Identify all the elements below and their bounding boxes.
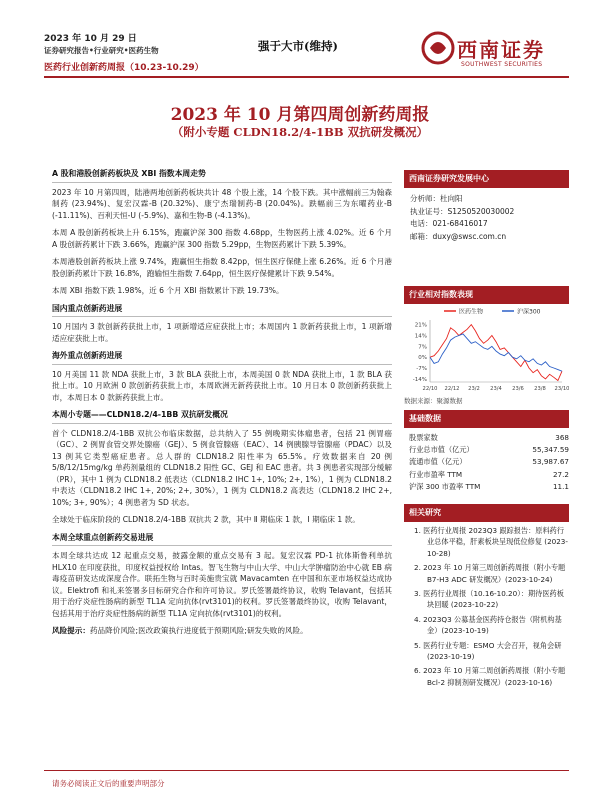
basic-data-table — [409, 432, 569, 493]
table-row — [409, 481, 569, 493]
sidebar-heading: 基础数据 — [404, 410, 569, 428]
section-topic — [52, 409, 392, 526]
section-heading: A 股和港股创新药板块及 XBI 指数本周走势 — [52, 168, 392, 183]
paragraph: 本周 XBI 指数下跌 1.98%，近 6 个月 XBI 指数累计下跌 19.73%。 — [52, 286, 284, 295]
rating-badge: 强于大市(维持) — [258, 39, 338, 53]
table-row — [409, 432, 569, 444]
risk-text: 药品降价风险;医改政策执行进度低于预期风险;研发失败的风险。 — [89, 626, 308, 635]
page-title: 2023 年 10 月第四周创新药周报 — [170, 105, 430, 125]
paragraph: 2023 年 10 月第四周，陆港两地创新药板块共计 48 个股上涨，14 个股下跌。其中涨幅前三为翰森制药 (23.94%)、复宏汉霖-B (20.32%)、康宁杰瑞制药-B (20.04%)。跌幅前三为东曜药业-B (-11.11%)、百利天恒-U (-5.9%)、嘉和生物-B (-4.13%)。 — [52, 187, 392, 220]
y-tick-label: 21% — [414, 322, 427, 329]
sidebar-heading: 行业相对指数表现 — [404, 286, 569, 304]
x-tick-label: 22/12 — [444, 386, 460, 392]
x-tick-label: 23/8 — [534, 386, 546, 392]
page-subtitle: （附小专题 CLDN18.2/4-1BB 双抗研发概况） — [171, 125, 429, 139]
paragraph: 本周港股创新药板块上涨 9.74%，跑赢恒生指数 8.42pp，恒生医疗保健上涨 6.26%。近 6 个月港股创新药累计下跌 16.8%，跑输恒生指数 7.64pp，恒生医疗保健累计下跌 9.54%。 — [52, 257, 392, 278]
paragraph: 10 月美国 11 款 NDA 获批上市，3 款 BLA 获批上市，本周美国 0 款 NDA 获批上市，1 款 BLA 获批上市。10 月欧洲 0 款创新药获批上市，本周欧洲无新药获批上市。10 月日本 0 款创新药获批上市，本周日本 0 款新药获批上市。 — [52, 369, 392, 402]
related-report-link[interactable]: 2. 2023 年 10 月第三周创新药周报（附小专题 B7-H3 ADC 研发概况）(2023-10-24) — [414, 563, 566, 584]
y-tick-label: 7% — [418, 344, 427, 351]
related-report-link[interactable]: 5. 医药行业专题：ESMO 大会召开，视角会研 (2023-10-19) — [414, 640, 562, 662]
analyst-contact-box — [404, 170, 569, 243]
related-report-link[interactable]: 3. 医药行业周报（10.16-10.20）：期待医药板块回暖 (2023-10-22) — [414, 589, 564, 610]
paragraph: 本周全球共达成 12 起重点交易，披露金额的重点交易有 3 起。复宏汉霖 PD-1 抗体斯鲁利单抗 HLX10 在印度获批，印度权益授权给 Intas。智飞生物与中山大学、中山大学肿瘤防治中心就 EB 病毒疫苗研发达成深度合作。联拓生物与百时美施贵宝就 Mavacamten 在中国和东亚市场权益达成协议。Elektrofi 和礼来签署多目标研究合作和许可协议。罗氏签署最终协议，收购 Telavant，包括其用于治疗炎症性肠病的新型 TL1A 定向抗体(rvt3101)的权利。罗氏签署最终协议，收购 Telavant，包括其用于治疗炎症性肠病的新型 TL1A 定向抗体(rvt3101)的权利。 — [52, 551, 392, 618]
row-label: 流通市值（亿元） — [409, 457, 467, 467]
series-line — [430, 334, 562, 371]
main-content — [52, 168, 392, 637]
risk-label: 风险提示： — [52, 626, 90, 635]
chart-source: 数据来源：聚源数据 — [404, 397, 463, 405]
license-number: 执业证号：S1250520030002 — [410, 206, 515, 216]
x-tick-label: 23/10 — [554, 386, 569, 392]
section-market — [52, 168, 392, 297]
y-tick-label: 14% — [414, 333, 427, 340]
related-report-link[interactable]: 4. 2023Q3 公募基金医药持仓报告（附机构基金）(2023-10-19) — [414, 614, 562, 636]
legend-label: 医药生物 — [459, 308, 484, 316]
logo-chinese-name: 西南证券 — [457, 38, 545, 62]
y-tick-label: -14% — [412, 376, 427, 383]
row-value: 53,987.67 — [532, 457, 569, 467]
paragraph: 全球处于临床阶段的 CLDN18.2/4-1BB 双抗共 2 款，其中 Ⅱ 期临床 1 款，Ⅰ 期临床 1 款。 — [52, 515, 360, 524]
section-heading: 国内重点创新药进展 — [52, 303, 392, 318]
section-overseas — [52, 350, 392, 403]
related-research-box — [404, 504, 569, 688]
footer-divider — [44, 770, 569, 771]
section-deals — [52, 532, 392, 620]
related-report-link[interactable]: 6. 2023 年 10 月第二周创新药周报（附小专题 Bcl-2 抑制剂研发概况）(2023-10-16) — [414, 666, 566, 687]
paragraph: 首个 CLDN18.2/4-1BB 双抗公布临床数据，总共纳入了 55 例晚期实体瘤患者，包括 21 例胃癌（GC）、2 例胃食管交界处腺癌（GEJ）、5 例食管腺癌（EAC）、14 例胰腺导管腺癌（PDAC）以及 13 例其它类型癌症患者。总人群的 CLDN18.2 阳性率为 65.5%。疗效数据来自 20 例 5/8/12/15mg/kg 单药剂量组的 CLDN18.2 阳性 GC、GEJ 和 EAC 患者。共 3 例患者实现部分缓解（PR），其中 1 例为 CLDN18.2 低表达（CLDN18.2 IHC 1+, 10%; 2+, 1%），1 例为 CLDN18.2 中表达（CLDN18.2 IHC 1+, 20%; 2+, 30%），1 例为 CLDN18.2 高表达（CLDN18.2 IHC 2+, 10%; 3+, 90%）；4 例患者为 SD 状态。 — [52, 428, 392, 507]
row-value: 27.2 — [552, 469, 569, 479]
section-heading: 本周全球重点创新药交易进展 — [52, 532, 392, 547]
y-tick-label: -7% — [416, 366, 427, 373]
row-value: 11.1 — [552, 481, 569, 491]
series-line — [430, 325, 562, 381]
section-heading: 海外重点创新药进展 — [52, 350, 392, 365]
x-tick-label: 23/4 — [490, 386, 502, 392]
header-divider — [44, 76, 569, 78]
report-date: 2023 年 10 月 29 日 — [44, 34, 137, 44]
row-label: 行业总市值（亿元） — [409, 445, 474, 455]
row-label: 股票家数 — [409, 433, 438, 442]
related-report-link[interactable]: 1. 医药行业周报 2023Q3 跟踪报告：原料药行业总体平稳，肝素板块呈现低位修复 (2023-10-28) — [414, 526, 568, 558]
footer-disclaimer: 请务必阅读正文后的重要声明部分 — [52, 779, 165, 788]
row-value: 55,347.59 — [532, 445, 569, 455]
table-row — [409, 456, 569, 468]
row-value: 368 — [555, 433, 569, 442]
table-row — [409, 469, 569, 481]
analyst-name: 分析师：杜向阳 — [410, 194, 463, 203]
email-link[interactable]: 邮箱：duxy@swsc.com.cn — [410, 231, 507, 241]
row-label: 行业市盈率 TTM — [409, 469, 463, 479]
table-row — [409, 444, 569, 456]
relative-index-chart-box — [404, 286, 569, 401]
y-tick-label: 0% — [418, 355, 427, 362]
section-domestic — [52, 303, 392, 345]
x-tick-label: 22/10 — [422, 386, 438, 392]
report-categories: 证券研究报告•行业研究•医药生物 — [44, 46, 159, 55]
x-tick-label: 23/6 — [512, 386, 524, 392]
paragraph: 10 月国内 3 款创新药获批上市，1 项新增适应症获批上市；本周国内 1 款新药获批上市，1 项新增适应症获批上市。 — [52, 322, 392, 343]
row-label: 沪深 300 市盈率 TTM — [409, 481, 481, 491]
logo-english-name: SOUTHWEST SECURITIES — [461, 61, 543, 68]
report-series: 医药行业创新药周报（10.23-10.29） — [44, 63, 204, 73]
section-heading: 本周小专题——CLDN18.2/4-1BB 双抗研发概况 — [52, 409, 392, 424]
sidebar-heading: 西南证券研究发展中心 — [404, 170, 569, 188]
risk-notice — [52, 625, 392, 637]
sidebar-heading: 相关研究 — [404, 504, 569, 522]
basic-data-box — [404, 410, 569, 493]
legend-label: 沪深300 — [517, 308, 541, 316]
phone: 电话：021-68416017 — [410, 219, 488, 228]
relative-index-chart — [404, 304, 569, 399]
x-tick-label: 23/2 — [468, 386, 480, 392]
paragraph: 本周 A 股创新药板块上升 6.15%，跑赢沪深 300 指数 4.68pp，生物医药上涨 4.02%。近 6 个月 A 股创新药累计下跌 3.66%，跑赢沪深 300 指数 5.29pp，生物医药累计下跌 5.39%。 — [52, 228, 392, 249]
